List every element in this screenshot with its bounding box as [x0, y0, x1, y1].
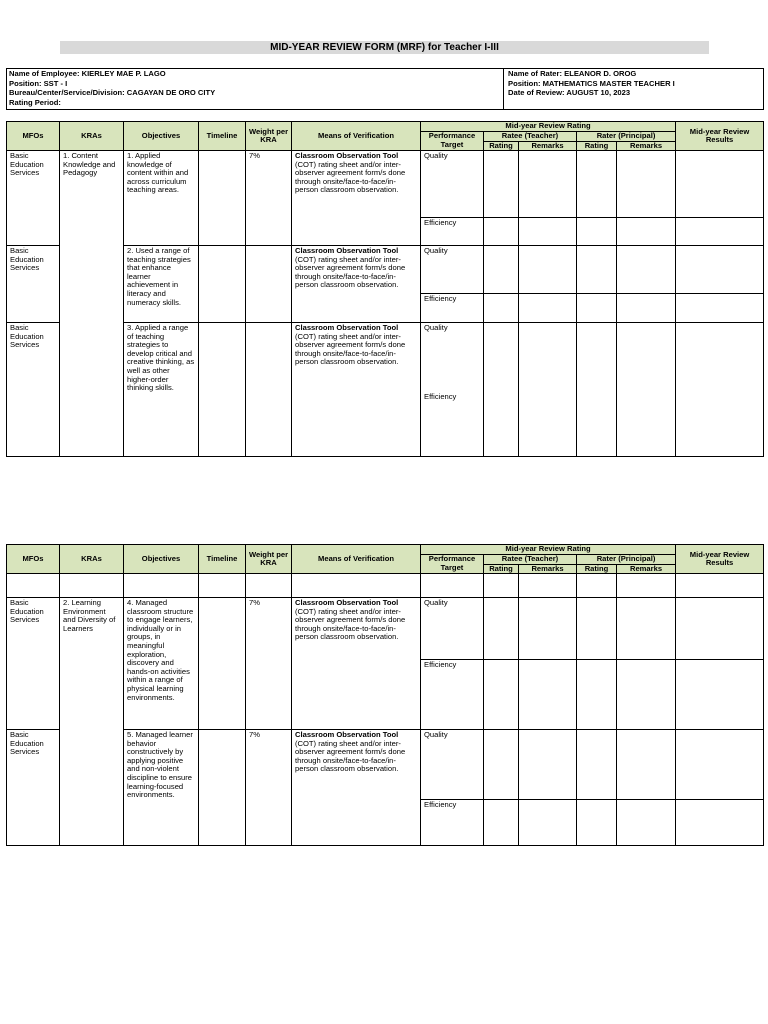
empty-cell: [617, 574, 676, 598]
header-ratee-remarks: Remarks: [519, 141, 577, 151]
employee-info-box: [6, 68, 764, 110]
rater-remarks-cell: [617, 598, 676, 660]
results-cell: [676, 246, 764, 294]
efficiency-label: Efficiency: [421, 800, 484, 846]
mov-text: (COT) rating sheet and/or inter-observer agreement form/s done through onsite/face-to-face/in-person classroom observation.: [295, 331, 406, 367]
ratee-remarks-cell: [519, 246, 577, 294]
empty-cell: [676, 574, 764, 598]
efficiency-label: Efficiency: [421, 294, 484, 323]
kra-cell: 2. Learning Environment and Diversity of Learners: [60, 598, 124, 846]
objective-cell: 2. Used a range of teaching strategies that enhance learner achievement in literacy and numeracy skills.: [124, 246, 199, 323]
mov-title: Classroom Observation Tool: [295, 246, 399, 255]
objective-cell: 4. Managed classroom structure to engage learners, individually or in groups, in meaningful exploration, discovery and hands-on activities within a range of physical learning environments.: [124, 598, 199, 730]
form-title: MID-YEAR REVIEW FORM (MRF) for Teacher I-III: [60, 41, 709, 54]
efficiency-label: Efficiency: [421, 660, 484, 730]
header-objectives: Objectives: [124, 122, 199, 151]
efficiency-label: Efficiency: [424, 391, 457, 401]
timeline-cell: [199, 246, 246, 323]
header-mfos: MFOs: [7, 122, 60, 151]
header-mfos: MFOs: [7, 545, 60, 574]
rater-remarks-cell: [617, 294, 676, 323]
ratee-remarks-cell: [519, 730, 577, 800]
mov-cell: [292, 151, 421, 246]
ratee-rating-cell: [484, 598, 519, 660]
mov-title: Classroom Observation Tool: [295, 598, 399, 607]
header-ratee: Ratee (Teacher): [484, 554, 577, 564]
header-mid-year-rating: Mid-year Review Rating: [421, 122, 676, 132]
results-cell: [676, 730, 764, 800]
weight-cell: [246, 323, 292, 457]
timeline-cell: [199, 598, 246, 730]
header-ratee: Ratee (Teacher): [484, 131, 577, 141]
mov-title: Classroom Observation Tool: [295, 730, 399, 739]
efficiency-label: Efficiency: [421, 218, 484, 246]
rater-remarks-cell: [617, 730, 676, 800]
rater-rating-cell: [577, 800, 617, 846]
results-cell: [676, 218, 764, 246]
rater-name: Name of Rater: ELEANOR D. OROG: [508, 69, 637, 78]
empty-cell: [484, 574, 519, 598]
ratee-rating-cell: [484, 294, 519, 323]
rater-remarks-cell: [617, 660, 676, 730]
weight-cell: 7%: [246, 730, 292, 846]
timeline-cell: [199, 730, 246, 846]
header-kras: KRAs: [60, 545, 124, 574]
rater-rating-cell: [577, 323, 617, 457]
rating-period: Rating Period:: [9, 97, 61, 107]
weight-cell: 7%: [246, 151, 292, 246]
weight-cell: 7%: [246, 598, 292, 730]
objective-cell: 3. Applied a range of teaching strategies to develop critical and creative thinking, as well as other higher-order thinking skills.: [124, 323, 199, 457]
rater-remarks-cell: [617, 218, 676, 246]
mov-cell: [292, 323, 421, 457]
ratee-remarks-cell: [519, 218, 577, 246]
header-rater-remarks: Remarks: [617, 141, 676, 151]
empty-cell: [577, 574, 617, 598]
ratee-rating-cell: [484, 323, 519, 457]
empty-cell: [124, 574, 199, 598]
results-cell: [676, 294, 764, 323]
ratee-rating-cell: [484, 800, 519, 846]
header-results: Mid-year Review Results: [676, 122, 764, 151]
mfo-cell: Basic Education Services: [7, 730, 60, 846]
rater-position: Position: MATHEMATICS MASTER TEACHER I: [508, 78, 675, 88]
mov-cell: [292, 246, 421, 323]
rater-rating-cell: [577, 218, 617, 246]
header-performance-target: Performance Target: [421, 131, 484, 151]
empty-cell: [292, 574, 421, 598]
quality-label: Quality: [421, 246, 484, 294]
results-cell: [676, 598, 764, 660]
header-timeline: Timeline: [199, 122, 246, 151]
header-weight: Weight per KRA: [246, 545, 292, 574]
header-rater: Rater (Principal): [577, 554, 676, 564]
mov-text: (COT) rating sheet and/or inter-observer agreement form/s done through onsite/face-to-face/in-person classroom observation.: [295, 606, 406, 642]
header-rater-rating: Rating: [577, 564, 617, 574]
timeline-cell: [199, 323, 246, 457]
rater-remarks-cell: [617, 246, 676, 294]
quality-efficiency-cell: [421, 323, 484, 457]
ratee-remarks-cell: [519, 660, 577, 730]
mov-text: (COT) rating sheet and/or inter-observer agreement form/s done through onsite/face-to-face/in-person classroom observation.: [295, 159, 406, 195]
header-rater-remarks: Remarks: [617, 564, 676, 574]
results-cell: [676, 151, 764, 218]
header-results: Mid-year Review Results: [676, 545, 764, 574]
mov-title: Classroom Observation Tool: [295, 151, 399, 160]
header-mov: Means of Verification: [292, 545, 421, 574]
header-rater-rating: Rating: [577, 141, 617, 151]
mov-text: (COT) rating sheet and/or inter-observer agreement form/s done through onsite/face-to-face/in-person classroom observation.: [295, 254, 406, 290]
header-weight: Weight per KRA: [246, 122, 292, 151]
header-mov: Means of Verification: [292, 122, 421, 151]
quality-label: Quality: [421, 151, 484, 218]
empty-cell: [60, 574, 124, 598]
mov-cell: [292, 730, 421, 846]
mov-title: Classroom Observation Tool: [295, 323, 399, 332]
header-ratee-remarks: Remarks: [519, 564, 577, 574]
employee-name: Name of Employee: KIERLEY MAE P. LAGO: [9, 69, 166, 78]
quality-label: Quality: [424, 323, 448, 332]
header-performance-target: Performance Target: [421, 554, 484, 574]
ratee-rating-cell: [484, 660, 519, 730]
rater-remarks-cell: [617, 800, 676, 846]
mov-cell: [292, 598, 421, 730]
rater-info: [503, 69, 675, 109]
rater-remarks-cell: [617, 323, 676, 457]
empty-cell: [199, 574, 246, 598]
results-cell: [676, 323, 764, 457]
mfo-cell: Basic Education Services: [7, 151, 60, 246]
header-rater: Rater (Principal): [577, 131, 676, 141]
ratee-remarks-cell: [519, 598, 577, 660]
header-objectives: Objectives: [124, 545, 199, 574]
kra-cell: 1. Content Knowledge and Pedagogy: [60, 151, 124, 457]
header-kras: KRAs: [60, 122, 124, 151]
header-ratee-rating: Rating: [484, 564, 519, 574]
rater-rating-cell: [577, 151, 617, 218]
header-mid-year-rating: Mid-year Review Rating: [421, 545, 676, 555]
header-timeline: Timeline: [199, 545, 246, 574]
ratee-remarks-cell: [519, 294, 577, 323]
ratee-remarks-cell: [519, 323, 577, 457]
mfo-cell: Basic Education Services: [7, 246, 60, 323]
results-cell: [676, 800, 764, 846]
review-table-1: [6, 121, 764, 457]
mfo-cell: Basic Education Services: [7, 598, 60, 730]
ratee-rating-cell: [484, 151, 519, 218]
employee-position: Position: SST - I: [9, 78, 68, 88]
empty-cell: [519, 574, 577, 598]
timeline-cell: [199, 151, 246, 246]
empty-cell: [246, 574, 292, 598]
rater-rating-cell: [577, 730, 617, 800]
objective-cell: 5. Managed learner behavior constructively by applying positive and non-violent discipline to ensure learning-focused environments.: [124, 730, 199, 846]
ratee-rating-cell: [484, 246, 519, 294]
review-date: Date of Review: AUGUST 10, 2023: [508, 88, 631, 97]
rater-rating-cell: [577, 246, 617, 294]
rater-remarks-cell: [617, 151, 676, 218]
empty-cell: [7, 574, 60, 598]
quality-label: Quality: [421, 730, 484, 800]
employee-bureau: Bureau/Center/Service/Division: CAGAYAN DE ORO CITY: [9, 88, 216, 97]
empty-cell: [421, 574, 484, 598]
rater-rating-cell: [577, 294, 617, 323]
quality-label: Quality: [421, 598, 484, 660]
ratee-remarks-cell: [519, 800, 577, 846]
ratee-rating-cell: [484, 730, 519, 800]
ratee-rating-cell: [484, 218, 519, 246]
rater-rating-cell: [577, 660, 617, 730]
rater-rating-cell: [577, 598, 617, 660]
results-cell: [676, 660, 764, 730]
weight-cell: [246, 246, 292, 323]
header-ratee-rating: Rating: [484, 141, 519, 151]
mfo-cell: Basic Education Services: [7, 323, 60, 457]
objective-cell: 1. Applied knowledge of content within and across curriculum teaching areas.: [124, 151, 199, 246]
mov-text: (COT) rating sheet and/or inter-observer agreement form/s done through onsite/face-to-face/in-person classroom observation.: [295, 738, 406, 774]
review-table-2: [6, 544, 764, 846]
ratee-remarks-cell: [519, 151, 577, 218]
employee-info: [9, 69, 215, 107]
